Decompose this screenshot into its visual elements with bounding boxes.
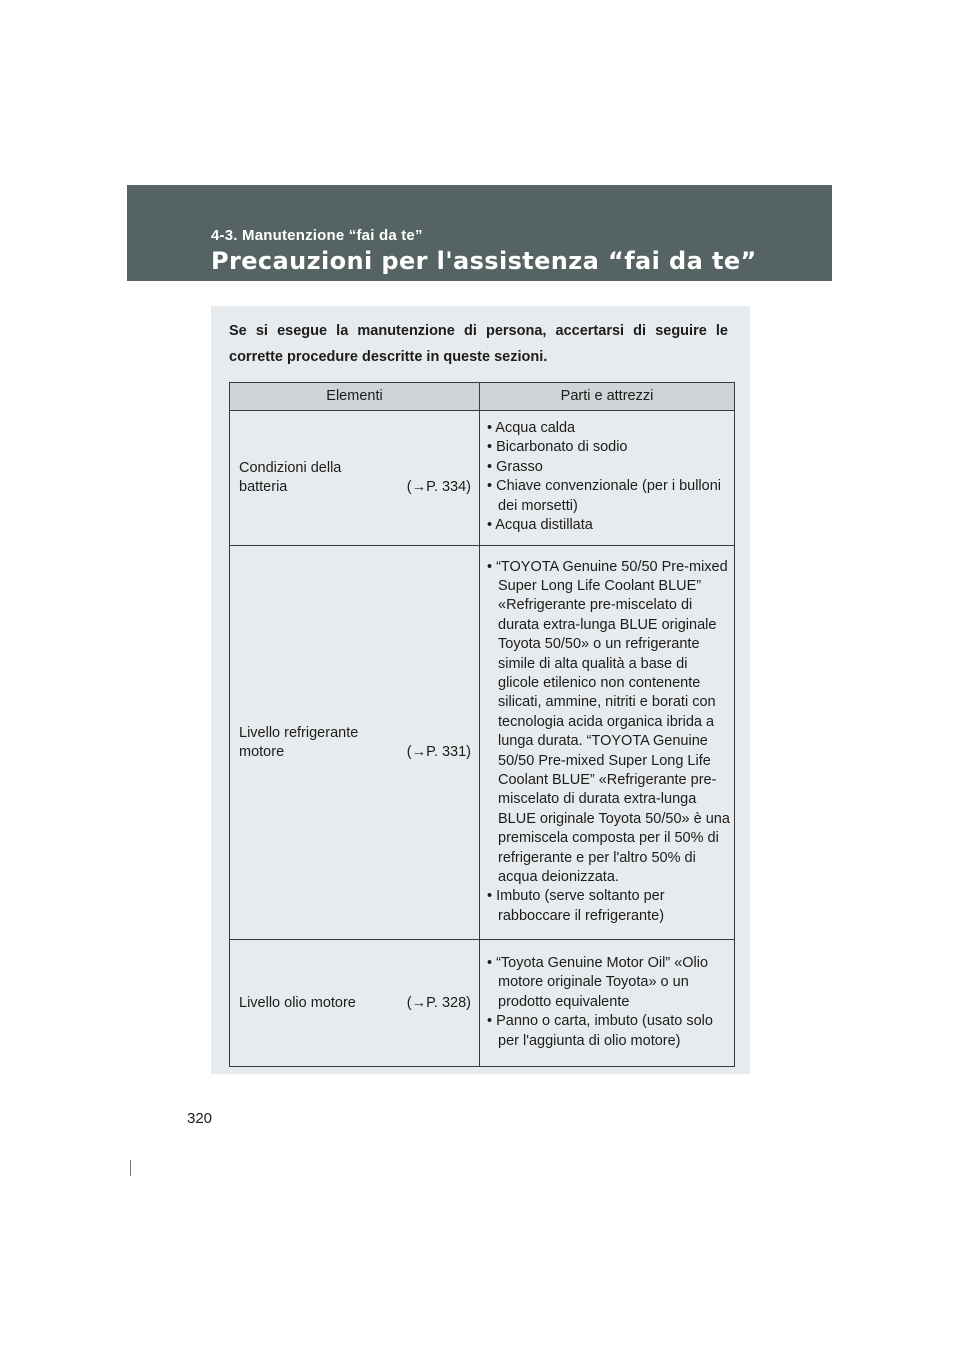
parts-cell: [480, 546, 735, 940]
element-name: Livello olio motore: [239, 994, 356, 1011]
margin-mark: [130, 1160, 131, 1176]
section-header: [127, 185, 832, 281]
table-row: [230, 411, 735, 546]
table-row: [230, 546, 735, 940]
parts-table: [229, 382, 735, 1067]
element-name-line1: Condizioni della: [239, 459, 342, 476]
element-cell: [230, 411, 480, 546]
list-item: • Acqua calda: [487, 420, 576, 436]
page-reference: (→P. 334): [406, 479, 471, 496]
element-cell: [230, 940, 480, 1067]
intro-text: Se si esegue la manutenzione di persona, accertarsi di seguire le corrette procedure descritte in queste sezioni.: [229, 323, 728, 365]
table-row: [230, 940, 735, 1067]
page-number: 320: [187, 1110, 213, 1127]
list-item: • Bicarbonato di sodio: [487, 439, 628, 456]
list-item: • Acqua distillata: [487, 517, 593, 534]
parts-cell: [480, 940, 735, 1067]
column-header-parts: Parti e attrezzi: [480, 383, 735, 411]
element-name-line1: Livello refrigerante: [239, 724, 359, 741]
list-item: • “TOYOTA Genuine 50/50 Pre-mixed Super Long Life Coolant BLUE” «Refrigerante pre-miscelato di durata extra-lunga BLUE originale Toyota 50/50» o un refrigerante simile di alta qualità a base di glicole etilenico non contenente silicati, ammine, nitriti e borati con tecnologia acida organica ibrida a lunga durata. “TOYOTA Genuine 50/50 Pre-mixed Super Long Life Coolant BLUE” «Refrigerante pre-miscelato di durata extra-lunga BLUE originale Toyota 50/50» è una premiscela composta per il 50% di refrigerante e per l'altro 50% di acqua deionizzata.: [487, 558, 730, 886]
list-item: • Imbuto (serve soltanto per rabboccare il refrigerante): [487, 888, 665, 924]
element-cell: [230, 546, 480, 940]
page-reference: (→P. 331): [406, 743, 471, 760]
section-label: 4-3. Manutenzione “fai da te”: [211, 227, 423, 244]
list-item: • “Toyota Genuine Motor Oil” «Olio motore originale Toyota» o un prodotto equivalente: [487, 954, 709, 1010]
element-name-line2: batteria: [239, 479, 288, 496]
page-title: Precauzioni per l'assistenza “fai da te”: [211, 247, 757, 275]
parts-cell: [480, 411, 735, 546]
column-header-elements: Elementi: [230, 383, 480, 411]
list-item: • Grasso: [487, 458, 543, 475]
element-name-line2: motore: [239, 743, 285, 760]
page-reference: (→P. 328): [406, 994, 471, 1011]
list-item: • Panno o carta, imbuto (usato solo per l'aggiunta di olio motore): [487, 1013, 713, 1049]
list-item: • Chiave convenzionale (per i bulloni dei morsetti): [487, 478, 721, 514]
table-header-row: [230, 383, 735, 411]
